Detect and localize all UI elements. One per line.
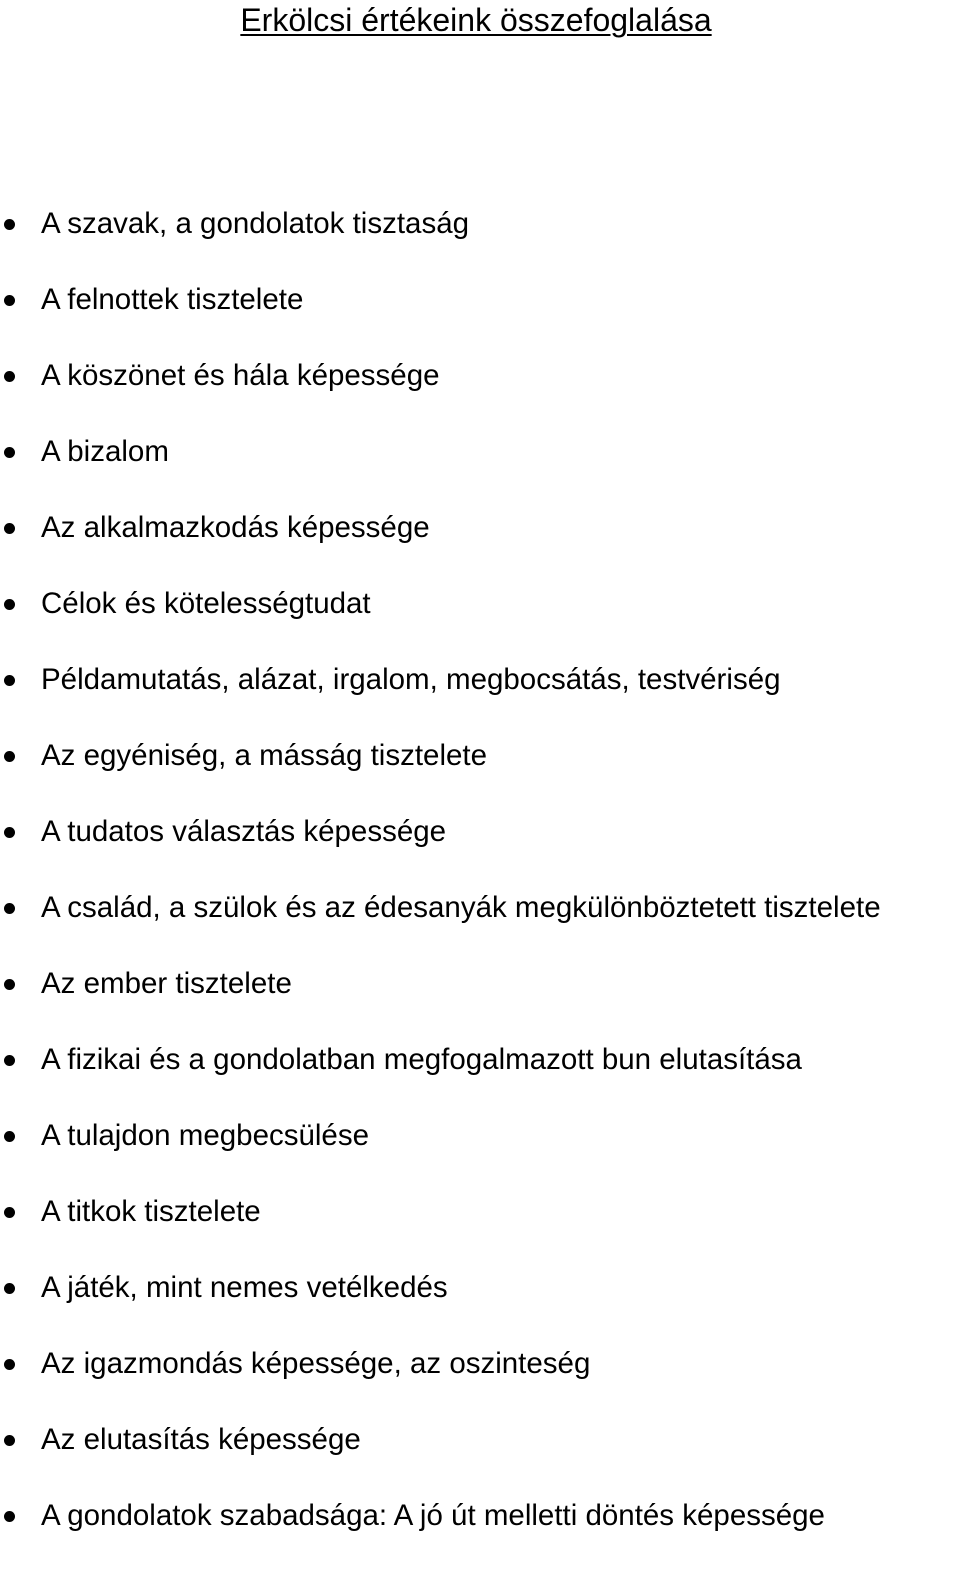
list-item-text: A felnottek tisztelete bbox=[41, 283, 304, 316]
bullet-icon bbox=[4, 1359, 15, 1370]
bullet-icon bbox=[4, 1511, 15, 1522]
bullet-icon bbox=[4, 447, 15, 458]
bullet-icon bbox=[4, 371, 15, 382]
list-item-text: A család, a szülok és az édesanyák megkülönböztetett tisztelete bbox=[41, 891, 881, 924]
list-item-text: Példamutatás, alázat, irgalom, megbocsátás, testvériség bbox=[41, 663, 781, 696]
list-item-text: A bizalom bbox=[41, 435, 169, 468]
list-item-text: A köszönet és hála képessége bbox=[41, 359, 440, 392]
bullet-icon bbox=[4, 827, 15, 838]
list-item-text: Az egyéniség, a másság tisztelete bbox=[41, 739, 488, 772]
bullet-icon bbox=[4, 903, 15, 914]
bullet-icon bbox=[4, 751, 15, 762]
bullet-icon bbox=[4, 675, 15, 686]
list-item-text: Az elutasítás képessége bbox=[41, 1423, 361, 1456]
list-item-text: Az igazmondás képessége, az oszinteség bbox=[41, 1347, 591, 1380]
list-item-text: A fizikai és a gondolatban megfogalmazott bun elutasítása bbox=[41, 1043, 802, 1076]
bullet-icon bbox=[4, 1207, 15, 1218]
list-item-text: A szavak, a gondolatok tisztaság bbox=[41, 207, 470, 240]
bullet-icon bbox=[4, 523, 15, 534]
list-item-text: A gondolatok szabadsága: A jó út melletti döntés képessége bbox=[41, 1499, 825, 1532]
page-title: Erkölcsi értékeink összefoglalása bbox=[240, 2, 712, 38]
bullet-icon bbox=[4, 599, 15, 610]
list-item-text: Az ember tisztelete bbox=[41, 967, 292, 1000]
bullet-icon bbox=[4, 1283, 15, 1294]
bullet-icon bbox=[4, 1435, 15, 1446]
bullet-icon bbox=[4, 1055, 15, 1066]
bullet-icon bbox=[4, 979, 15, 990]
bullet-icon bbox=[4, 1131, 15, 1142]
bullet-icon bbox=[4, 219, 15, 230]
list-item-text: A játék, mint nemes vetélkedés bbox=[41, 1271, 448, 1304]
bullet-icon bbox=[4, 295, 15, 306]
list-item-text: Célok és kötelességtudat bbox=[41, 587, 371, 620]
list-item-text: A tulajdon megbecsülése bbox=[41, 1119, 370, 1152]
list-item-text: Az alkalmazkodás képessége bbox=[41, 511, 430, 544]
list-item-text: A titkok tisztelete bbox=[41, 1195, 261, 1228]
list-item-text: A tudatos választás képessége bbox=[41, 815, 447, 848]
